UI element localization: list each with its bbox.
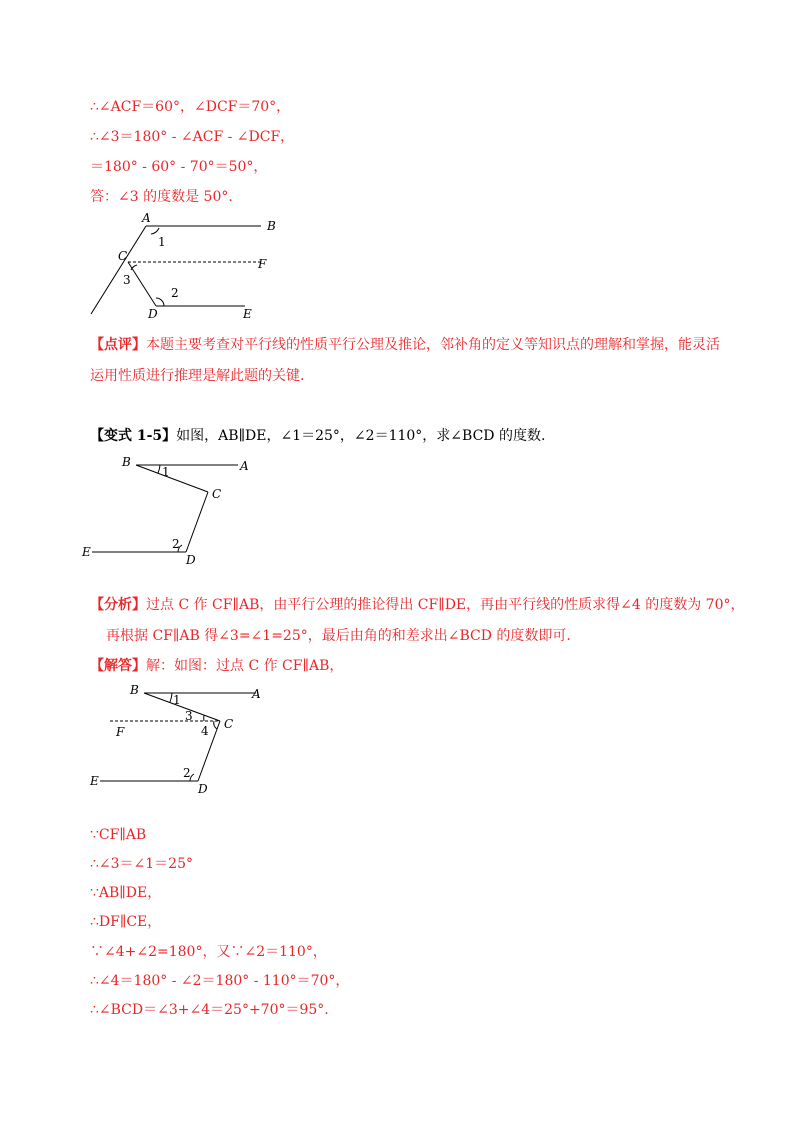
label-b: B bbox=[122, 455, 131, 469]
segment-bc bbox=[136, 465, 208, 492]
label-b: B bbox=[130, 683, 139, 697]
step-7: ∴∠BCD＝∠3+∠4＝25°+70°＝95°. bbox=[90, 1002, 329, 1018]
label-d: D bbox=[198, 782, 208, 796]
answer-tag: 【解答】 bbox=[90, 658, 146, 674]
label-2: 2 bbox=[183, 766, 191, 780]
label-a: A bbox=[142, 211, 151, 225]
label-b: B bbox=[267, 219, 276, 233]
label-3: 3 bbox=[123, 273, 131, 287]
label-2: 2 bbox=[172, 537, 180, 551]
label-f: F bbox=[258, 257, 267, 271]
label-d: D bbox=[186, 553, 196, 567]
transversal-line bbox=[91, 226, 146, 314]
step-5: ∵∠4+∠2=180°，又∵∠2＝110°， bbox=[90, 944, 327, 960]
comment-line-1 bbox=[90, 336, 720, 354]
label-e: E bbox=[82, 545, 91, 559]
label-d: D bbox=[148, 307, 158, 321]
label-3: 3 bbox=[185, 709, 193, 723]
label-1: 1 bbox=[173, 693, 181, 707]
comment-tag: 【点评】 bbox=[90, 337, 146, 353]
solution-line-3: ＝180° - 60° - 70°＝50°， bbox=[90, 159, 268, 175]
figure-2 bbox=[80, 452, 260, 567]
solution-line-2: ∴∠3＝180° - ∠ACF - ∠DCF， bbox=[90, 129, 295, 145]
step-6: ∴∠4＝180° - ∠2＝180° - 110°＝70°， bbox=[90, 973, 350, 989]
step-3: ∵AB∥DE， bbox=[90, 885, 162, 901]
angle-1-arc bbox=[151, 228, 159, 234]
analysis-line-2: 再根据 CF∥AB 得∠3=∠1=25°，最后由角的和差求出∠BCD 的度数即可. bbox=[106, 628, 571, 644]
solution-answer: 答：∠3 的度数是 50°. bbox=[90, 189, 233, 205]
label-a: A bbox=[240, 459, 249, 473]
solution-line-1: ∴∠ACF＝60°，∠DCF＝70°， bbox=[90, 99, 291, 115]
angle-2-arc bbox=[156, 298, 164, 306]
analysis-tag: 【分析】 bbox=[90, 597, 146, 613]
label-e: E bbox=[243, 307, 252, 321]
label-c: C bbox=[224, 717, 234, 731]
step-2: ∴∠3＝∠1＝25° bbox=[90, 856, 193, 872]
label-c: C bbox=[212, 487, 222, 501]
label-4: 4 bbox=[201, 724, 209, 738]
analysis-line-1 bbox=[90, 596, 745, 614]
step-1: ∵CF∥AB bbox=[90, 827, 147, 843]
figure-3 bbox=[88, 680, 268, 795]
label-2: 2 bbox=[171, 286, 179, 300]
variant-tag: 【变式 1-5】 bbox=[90, 428, 177, 444]
comment-text-1: 本题主要考查对平行线的性质平行公理及推论，邻补角的定义等知识点的理解和掌握，能灵活 bbox=[146, 337, 720, 353]
comment-line-2: 运用性质进行推理是解此题的关键. bbox=[90, 368, 305, 384]
analysis-text-1: 过点 C 作 CF∥AB，由平行公理的推论得出 CF∥DE，再由平行线的性质求得∠4 的度数为 70°， bbox=[146, 597, 745, 613]
segment-bc bbox=[144, 693, 220, 721]
label-e: E bbox=[90, 774, 99, 788]
label-c: C bbox=[118, 249, 128, 263]
variant-problem bbox=[90, 427, 545, 445]
label-f: F bbox=[116, 725, 125, 739]
variant-text: 如图，AB∥DE，∠1＝25°，∠2＝110°，求∠BCD 的度数. bbox=[176, 428, 546, 444]
figure-1 bbox=[85, 210, 285, 320]
angle-4-arc bbox=[214, 721, 217, 729]
angle-1-arc bbox=[158, 465, 160, 473]
label-1: 1 bbox=[158, 235, 166, 249]
label-a: A bbox=[252, 687, 261, 701]
step-4: ∴DF∥CE， bbox=[90, 914, 162, 930]
label-1: 1 bbox=[162, 465, 170, 479]
answer-line bbox=[90, 657, 343, 675]
answer-text: 解：如图：过点 C 作 CF∥AB， bbox=[146, 658, 344, 674]
angle-1-arc bbox=[170, 693, 172, 702]
segment-cd bbox=[186, 492, 208, 552]
